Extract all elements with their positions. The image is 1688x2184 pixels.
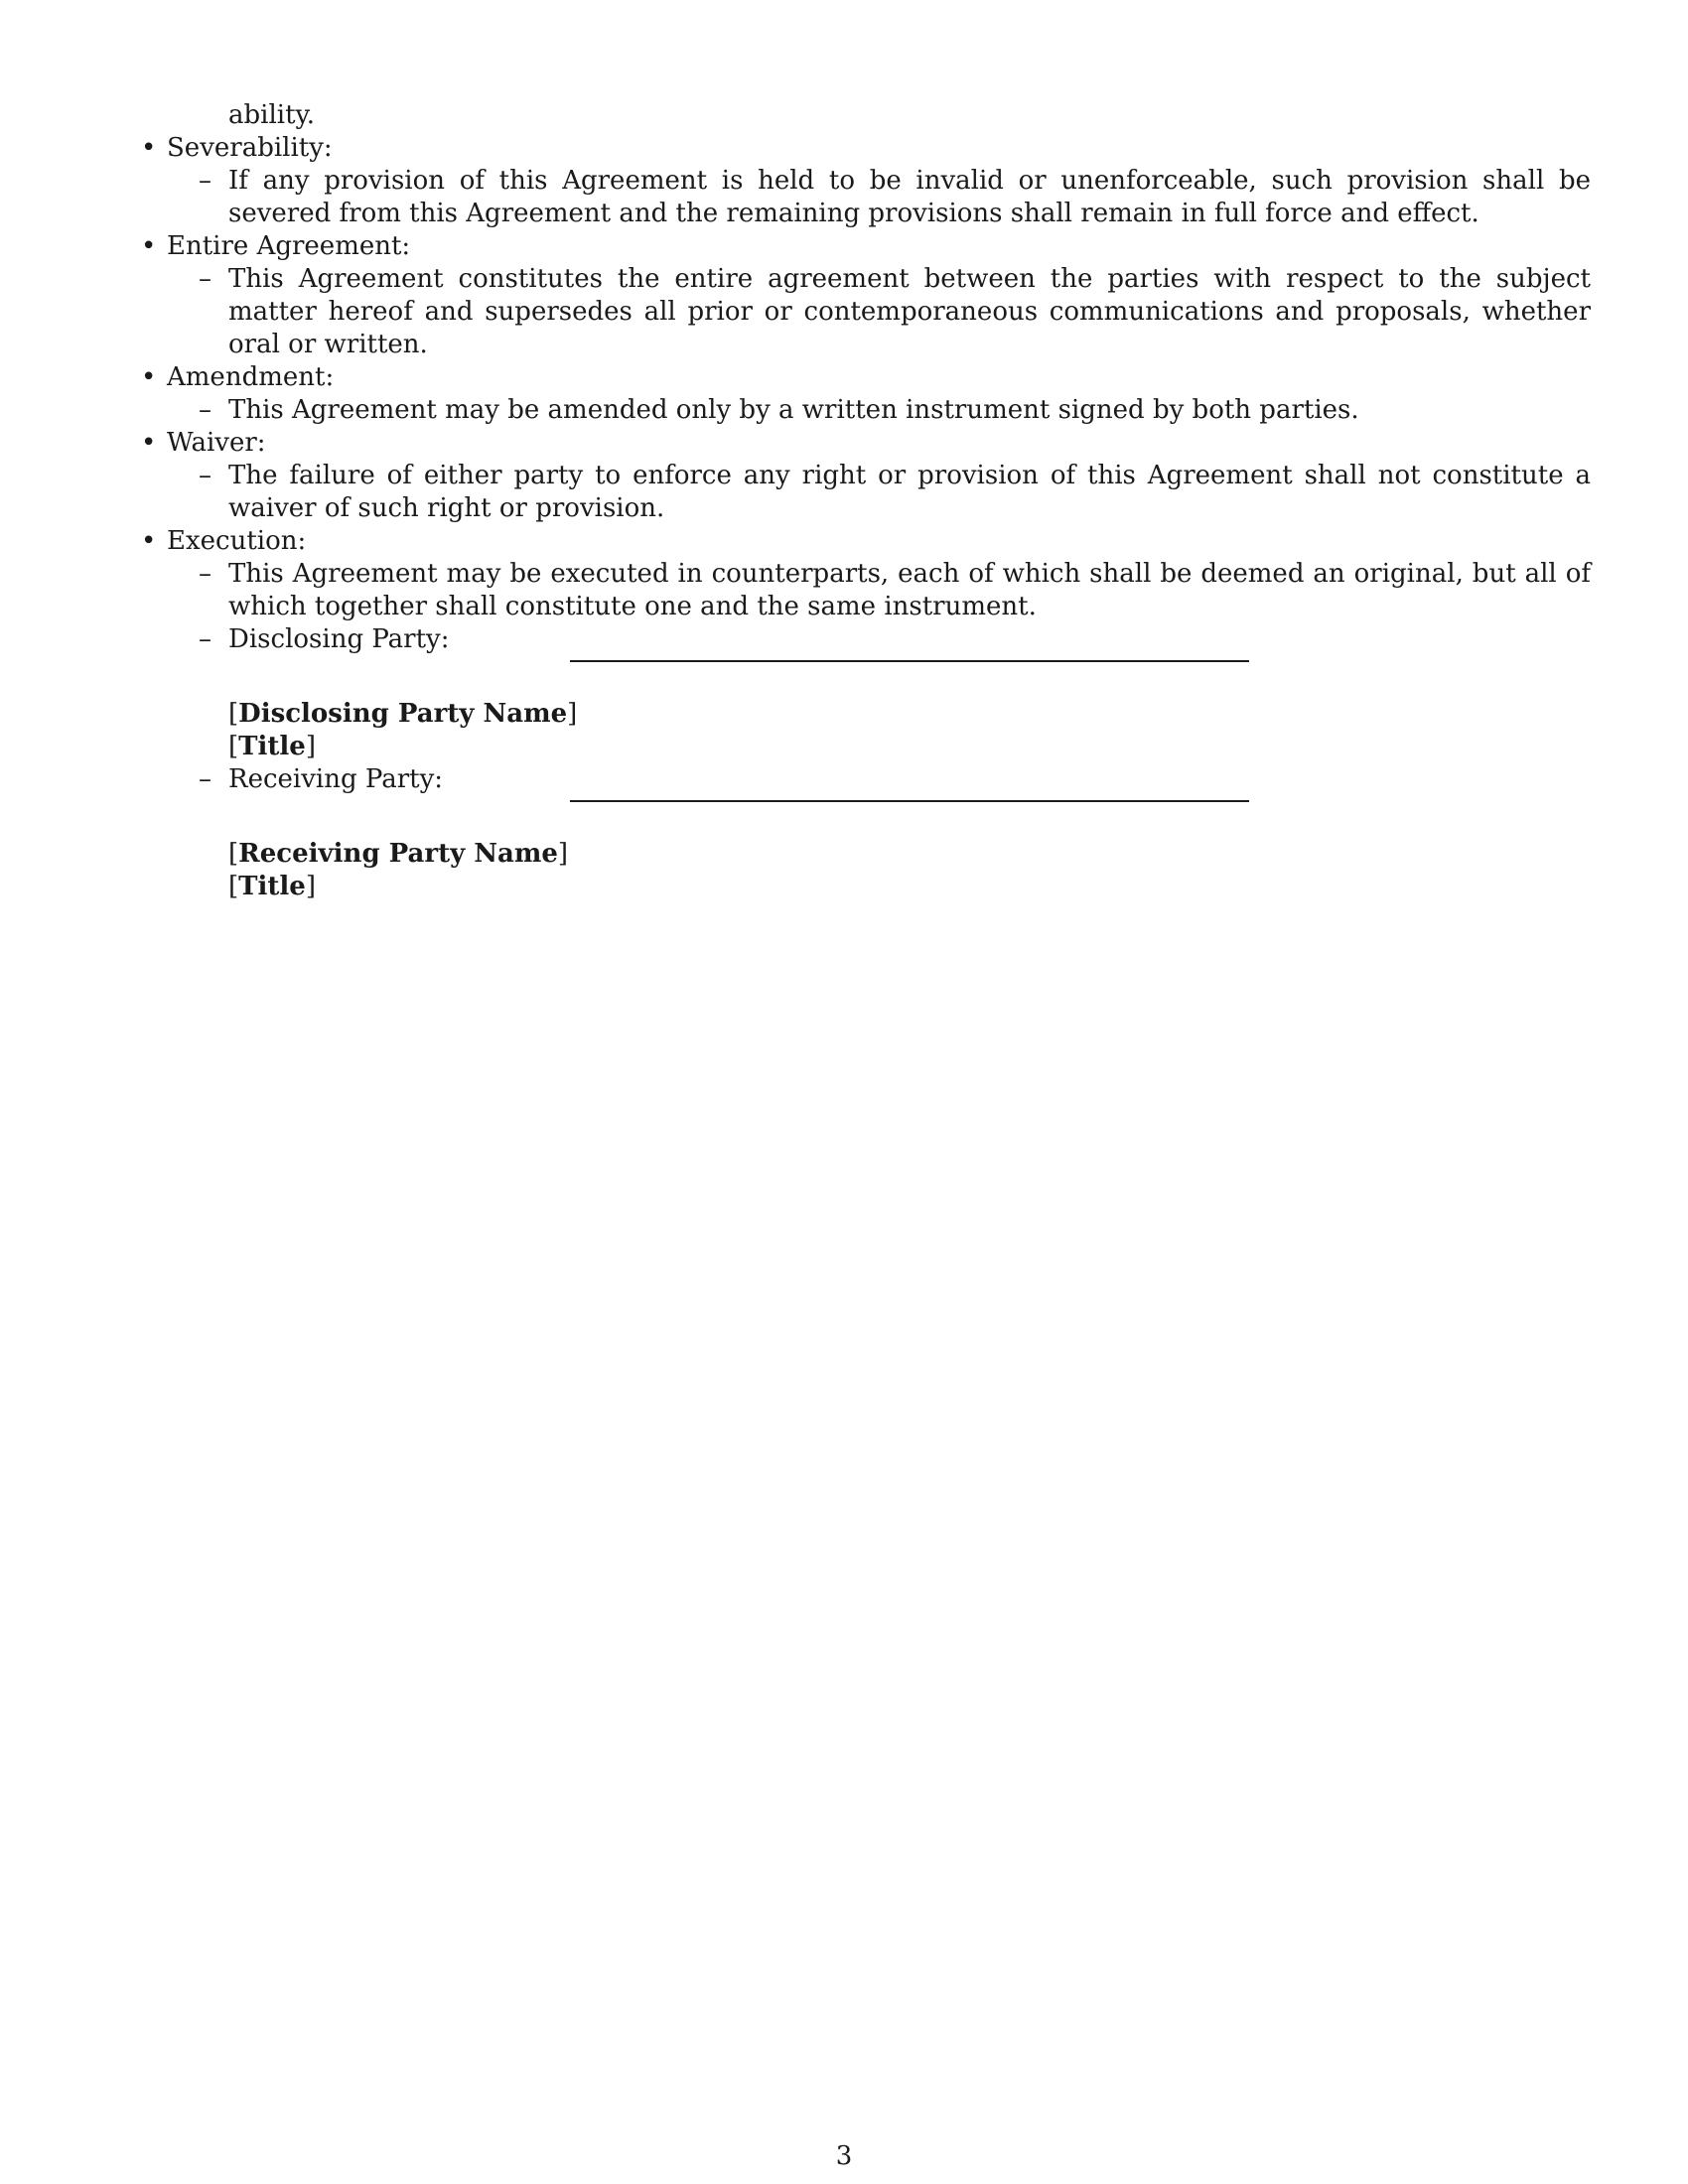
section-severability-item (141, 165, 1591, 230)
section-amendment-item (141, 394, 1591, 427)
receiving-party-name (228, 805, 1591, 871)
receiving-party-label-row (141, 763, 1591, 796)
section-entire-agreement-item (141, 263, 1591, 361)
section-execution-heading: • Execution: (141, 525, 1591, 558)
open-bracket: [ (228, 872, 239, 901)
clause-text: This Agreement constitutes the entire agreement between the parties with respect to the subject matter hereof and supersedes all prior or contemporaneous communications and proposals, whether oral or written. (228, 264, 1591, 359)
clause-text: This Agreement may be amended only by a written instrument signed by both parties. (228, 395, 1359, 425)
clause-text: This Agreement may be executed in counterparts, each of which shall be deemed an original, but all of which together shall constitute one and the same instrument. (228, 559, 1591, 621)
receiving-signature-block (141, 805, 1591, 903)
open-bracket: [ (228, 732, 239, 761)
page-number: 3 (835, 2141, 853, 2171)
disclosing-party-title (228, 731, 1591, 763)
dash-marker: – (199, 764, 211, 794)
receiving-party-label: Receiving Party: (228, 764, 444, 794)
disclosing-signature-block (141, 665, 1591, 763)
open-bracket: [ (228, 839, 239, 869)
receiving-signature-line (570, 800, 1249, 802)
disclosing-party-label: Disclosing Party: (228, 624, 450, 654)
dash-marker: – (199, 624, 211, 654)
dash-marker: – (199, 264, 211, 294)
dash-marker: – (199, 559, 211, 589)
section-waiver-heading: • Waiver: (141, 427, 1591, 460)
close-bracket: ] (557, 839, 569, 869)
disclosing-title-text: Title (238, 732, 306, 761)
dash-marker: – (199, 395, 211, 425)
continued-text: ability. (228, 100, 316, 130)
section-amendment-heading: • Amendment: (141, 361, 1591, 394)
close-bracket: ] (567, 699, 578, 729)
disclosing-party-label-row (141, 623, 1591, 656)
open-bracket: [ (228, 699, 239, 729)
receiving-title-text: Title (238, 872, 306, 901)
disclosing-signature-line (570, 660, 1249, 662)
clause-text: If any provision of this Agreement is held to be invalid or unenforceable, such provision shall be severed from this Agreement and the remaining provisions shall remain in full force and effect. (228, 166, 1591, 228)
receiving-party-title (228, 871, 1591, 903)
section-severability-heading: • Severability: (141, 132, 1591, 165)
disclosing-name-text: Disclosing Party Name (238, 699, 568, 729)
close-bracket: ] (305, 872, 316, 901)
document-body (141, 99, 1591, 903)
clause-text: The failure of either party to enforce any right or provision of this Agreement shall not constitute a waiver of such right or provision. (228, 461, 1591, 523)
section-waiver-item (141, 460, 1591, 525)
close-bracket: ] (305, 732, 316, 761)
section-entire-agreement-heading: • Entire Agreement: (141, 230, 1591, 263)
receiving-name-text: Receiving Party Name (238, 839, 558, 869)
section-execution-item (141, 558, 1591, 623)
dash-marker: – (199, 461, 211, 490)
disclosing-party-name (228, 665, 1591, 731)
dash-marker: – (199, 166, 211, 196)
